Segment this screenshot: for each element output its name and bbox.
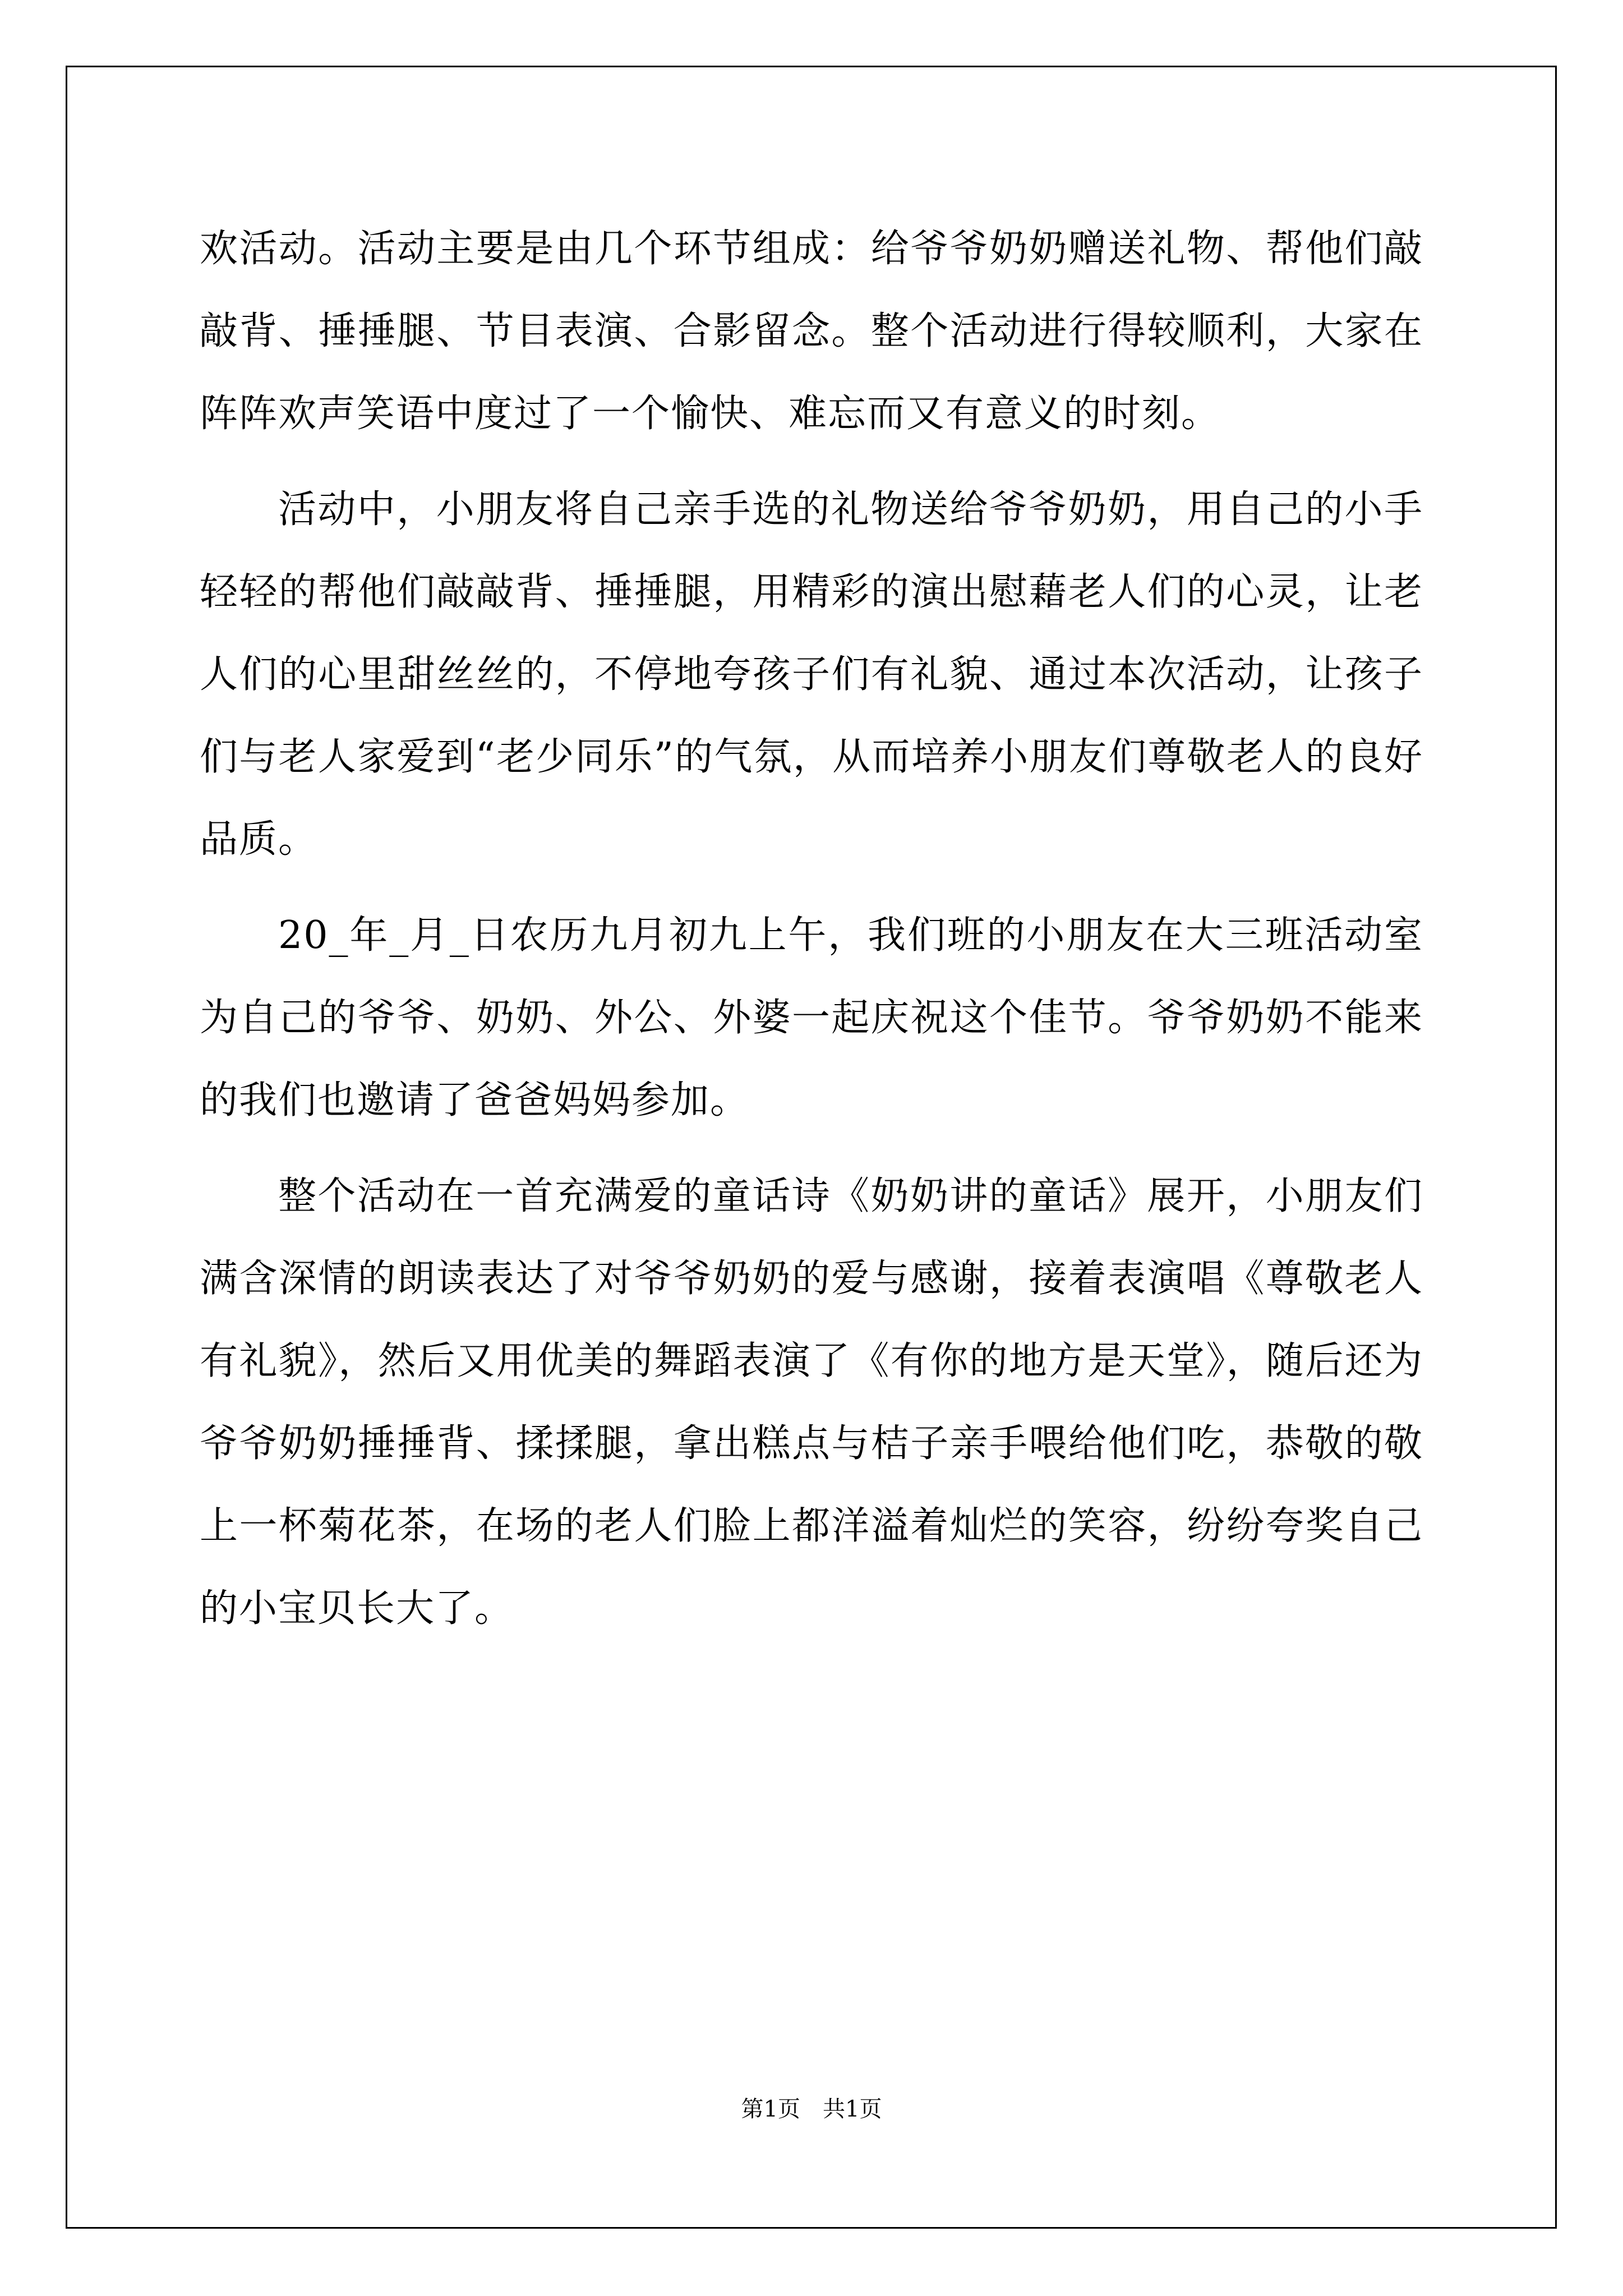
page-footer [0, 2095, 1623, 2123]
paragraph-4: 整个活动在一首充满爱的童话诗《奶奶讲的童话》展开，小朋友们满含深情的朗读表达了对爷爷奶奶的爱与感谢，接着表演唱《尊敬老人有礼貌》，然后又用优美的舞蹈表演了《有你的地方是天堂》，随后还为爷爷奶奶捶捶背、揉揉腿，拿出糕点与桔子亲手喂给他们吃，恭敬的敬上一杯菊花茶，在场的老人们脸上都洋溢着灿烂的笑容，纷纷夸奖自己的小宝贝长大了。 [200, 1174, 1423, 1631]
paragraph-3: 20_年_月_日农历九月初九上午，我们班的小朋友在大三班活动室为自己的爷爷、奶奶、外公、外婆一起庆祝这个佳节。爷爷奶奶不能来的我们也邀请了爸爸妈妈参加。 [200, 913, 1423, 1122]
paragraph-1: 欢活动。活动主要是由几个环节组成：给爷爷奶奶赠送礼物、帮他们敲敲背、捶捶腿、节目表演、合影留念。整个活动进行得较顺利，大家在阵阵欢声笑语中度过了一个愉快、难忘而又有意义的时刻。 [200, 227, 1423, 436]
paragraph-2: 活动中，小朋友将自己亲手选的礼物送给爷爷奶奶，用自己的小手轻轻的帮他们敲敲背、捶捶腿，用精彩的演出慰藉老人们的心灵，让老人们的心里甜丝丝的，不停地夸孩子们有礼貌、通过本次活动，让孩子们与老人家爱到“老少同乐”的气氛，从而培养小朋友们尊敬老人的良好品质。 [200, 487, 1423, 862]
page-number: 第1页 [741, 2096, 800, 2122]
page-total: 共1页 [823, 2096, 882, 2122]
document-body [200, 208, 1423, 1650]
